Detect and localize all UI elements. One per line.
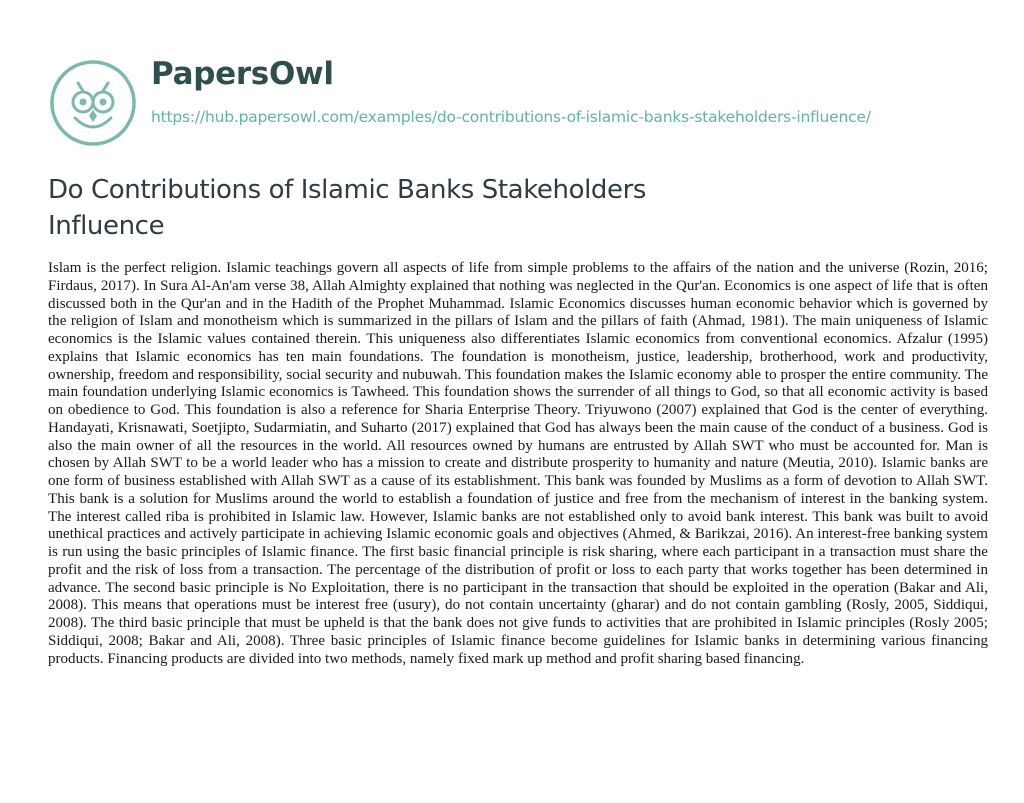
page-title: Do Contributions of Islamic Banks Stakeholders Influence <box>48 175 647 241</box>
site-header <box>48 58 948 158</box>
article-body: Islam is the perfect religion. Islamic teachings govern all aspects of life from simple problems to the affairs of the nation and the universe (Rozin, 2016; Firdaus, 2017). In Sura Al-An'am verse 38, Allah Almighty explained that nothing was neglected in the Qur'an. Economics is one aspect of life that is often discussed both in the Qur'an and in the Hadith of the Prophet Muhammad. Islamic Economics discusses human economic behavior which is governed by the religion of Islam and monotheism which is summarized in the pillars of Islam and the pillars of faith (Ahmad, 1981). The main uniqueness of Islamic economics is the Islamic values contained therein. This uniqueness also differentiates Islamic economics from conventional economics. Afzalur (1995) explains that Islamic economics has ten main foundations. The foundation is monotheism, justice, leadership, brotherhood, work and productivity, ownership, freedom and responsibility, social security and nubuwah. This foundation makes the Islamic economy able to prosper the entire community. The main foundation underlying Islamic economics is Tawheed. This foundation shows the surrender of all things to God, so that all economic activity is based on obedience to God. This foundation is also a reference for Sharia Enterprise Theory. Triyuwono (2007) explained that God is the center of everything. Handayati, Krisnawati, Soetjipto, Sudarmiatin, and Suharto (2017) explained that God has always been the main cause of the conduct of a business. God is also the main owner of all the resources in the world. All resources owned by humans are entrusted by Allah SWT who must be accounted for. Man is chosen by Allah SWT to be a world leader who has a mission to create and distribute prosperity to humanity and nature (Meutia, 2010). Islamic banks are one form of business established with Allah SWT as a cause of its establishment. This bank was founded by Muslims as a form of devotion to Allah SWT. This bank is a solution for Muslims around the world to establish a foundation of justice and free from the mechanism of interest in the banking system. The interest called riba is prohibited in Islamic law. However, Islamic banks are not established only to avoid bank interest. This bank was built to avoid unethical practices and actively participate in achieving Islamic economic goals and objectives (Ahmed, & Barikzai, 2016). An interest-free banking system is run using the basic principles of Islamic finance. The first basic financial principle is risk sharing, where each participant in a transaction must share the profit and the risk of loss from a transaction. The percentage of the distribution of profit or loss to each party that works together has been determined in advance. The second basic principle is No Exploitation, there is no participant in the transaction that should be exploited in the operation (Bakar and Ali, 2008). This means that operations must be interest free (usury), do not contain uncertainty (gharar) and do not contain gambling (Rosly, 2005, Siddiqui, 2008). The third basic principle that must be upheld is that the bank does not give funds to activities that are prohibited in Islamic principles (Rosly 2005; Siddiqui, 2008; Bakar and Ali, 2008). Three basic principles of Islamic finance become guidelines for Islamic banks in determining various financing products. Financing products are divided into two methods, namely fixed mark up method and profit sharing based financing. <box>48 260 988 667</box>
article-url-link[interactable]: https://hub.papersowl.com/examples/do-contributions-of-islamic-banks-stakeholders-influence/ <box>151 108 871 126</box>
brand-name[interactable]: PapersOwl <box>151 56 334 92</box>
owl-logo-icon[interactable] <box>48 58 138 148</box>
